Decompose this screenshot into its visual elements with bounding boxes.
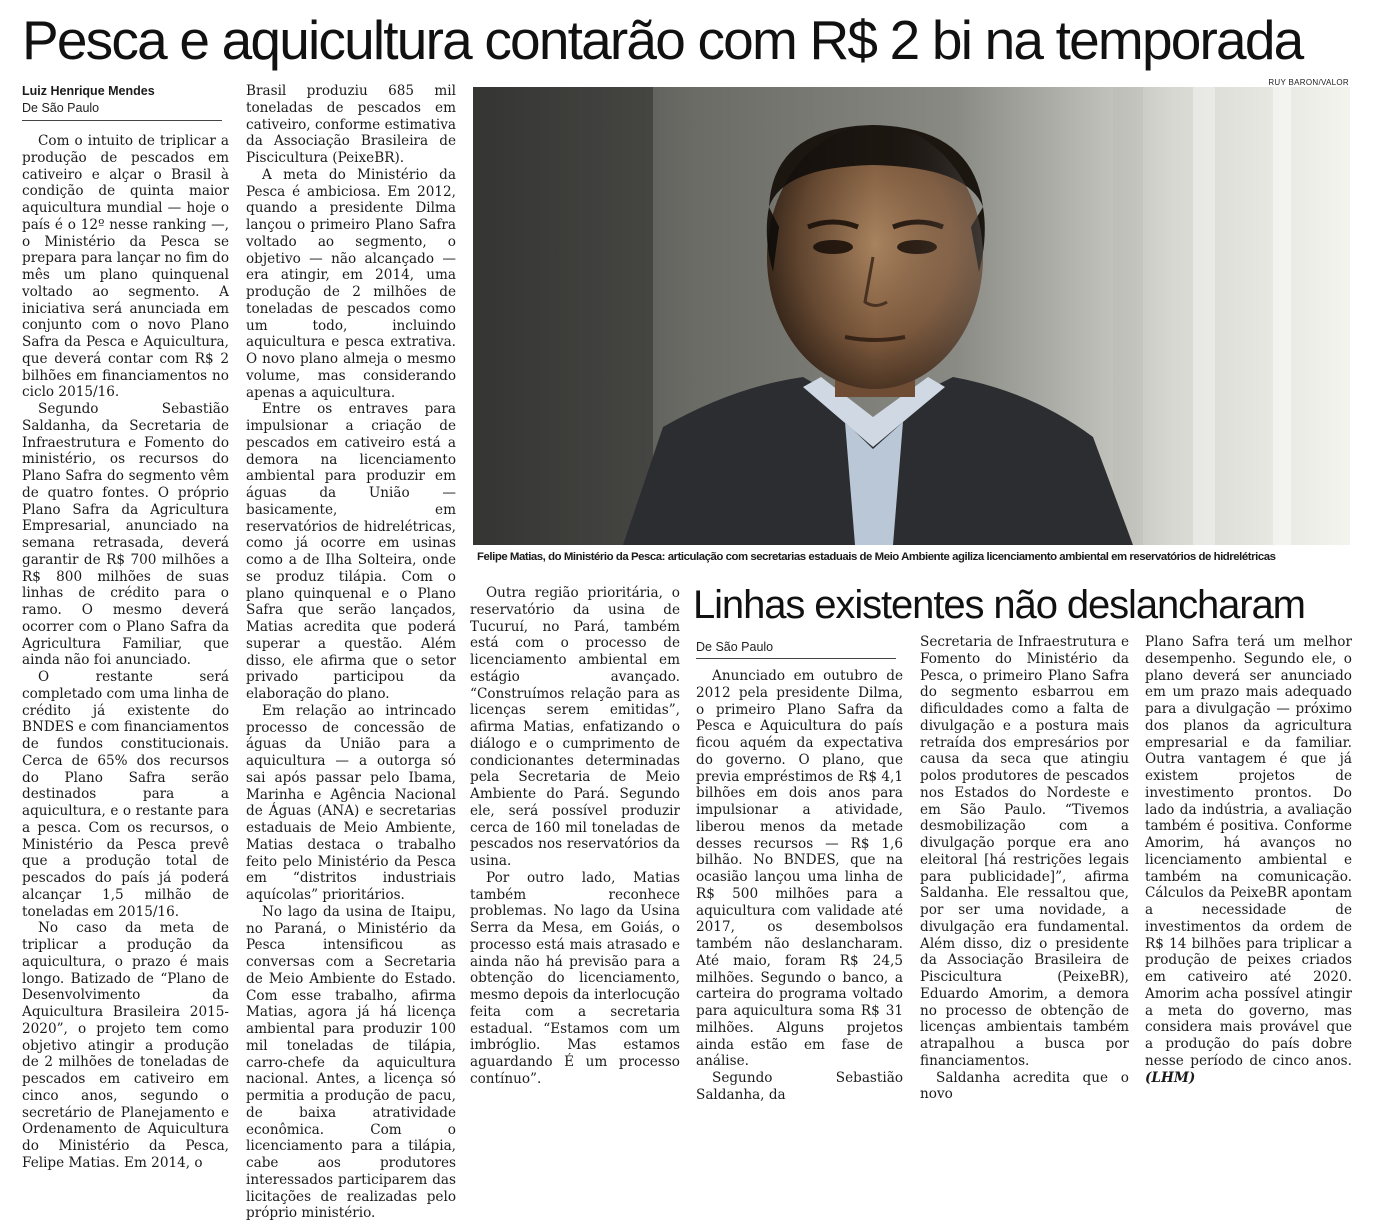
paragraph: A meta do Ministério da Pesca é ambiciosa. Em 2012, quando a presidente Dilma lançou o primeiro Plano Safra voltado ao segmento, o objetivo — não alcançado — era atingir, em 2014, uma produção de 2 milhões de toneladas de pescados como um todo, incluindo aquicultura e pesca extrativa. O novo plano almeja o mesmo volume, mas considerando apenas a aquicultura. (246, 166, 456, 401)
paragraph: Por outro lado, Matias também reconhece problemas. No lago da Usina Serra da Mesa, em Goiás, o processo está mais atrasado e ainda não há previsão para a obtenção do licenciamento, mesmo depois da interlocução feita com a secretaria estadual. “Estamos com um imbróglio. Mas estamos aguardando É um processo contínuo”. (470, 869, 680, 1087)
paragraph: Segundo Sebastião Saldanha, da Secretaria de Infraestrutura e Fomento do ministério, os recursos do Plano Safra do segmento vêm de quatro fontes. O próprio Plano Safra da Agricultura Empresarial, anunciado na semana retrasada, deverá garantir de R$ 700 milhões a R$ 800 milhões de suas linhas de crédito para o ramo. O mesmo deverá ocorrer com o Plano Safra da Agricultura Familiar, que ainda não foi anunciado. (22, 401, 229, 669)
paragraph: Secretaria de Infraestrutura e Fomento do Ministério da Pesca, o primeiro Plano Safra do segmento esbarrou em dificuldades como a falta de divulgação e a postura mais retraída dos empresários por causa da seca que atingiu polos produtores de pescados nos Estados do Nordeste e em São Paulo. “Tivemos desmobilização com a divulgação porque era ano eleitoral [há restrições legais para publicidade]”, afirma Saldanha. Ele ressaltou que, por ser uma novidade, a divulgação era fundamental. Além disso, diz o presidente da Associação Brasileira de Piscicultura (PeixeBR), Eduardo Amorim, a demora no processo de obtenção de licenças ambientais também atrapalhou a busca por financiamentos. (920, 634, 1129, 1069)
paragraph-text: Plano Safra terá um melhor desempenho. Segundo ele, o plano deverá ser anunciado em um prazo mais adequado para a divulgação — próximo dos planos da agricultura empresarial e da familiar. Outra vantagem é que já existem projetos de investimento prontos. Do lado da indústria, a avaliação também é positiva. Conforme Amorim, há avanços no licenciamento ambiental e também na comunicação. Cálculos da PeixeBR apontam a necessidade de investimentos da ordem de R$ 14 bilhões para triplicar a produção de peixes criados em cativeiro até 2020. Amorim acha possível atingir a meta do governo, mas considera mais provável que a produção do país dobre nesse período de cinco anos. (1145, 634, 1352, 1069)
sidebar-source: De São Paulo (696, 640, 774, 654)
paragraph: No lago da usina de Itaipu, no Paraná, o Ministério da Pesca intensificou as conversas com a Secretaria de Meio Ambiente do Estado. Com esse trabalho, afirma Matias, agora já há licença ambiental para produzir 100 mil toneladas de tilápia, carro-chefe da aquicultura nacional. Antes, a licença só permitia a produção de pacu, de baixa atratividade econômica. Com o licenciamento para a tilápia, cabe aos produtores interessados participarem das licitações de realizadas pelo próprio ministério. (246, 903, 456, 1222)
sidebar-byline-rule (696, 658, 896, 659)
paragraph: Em relação ao intrincado processo de concessão de águas da União para a aquicultura — a outorga só sai após passar pelo Ibama, Marinha e Agência Nacional de Águas (ANA) e secretarias estaduais de Meio Ambiente, Matias destaca o trabalho feito pelo Ministério da Pesca em “distritos industriais aquícolas” prioritários. (246, 702, 456, 903)
photo-credit: RUY BARON/VALOR (1268, 78, 1349, 87)
paragraph: Segundo Sebastião Saldanha, da (696, 1070, 903, 1103)
article-column-1 (22, 133, 230, 1171)
portrait-photo (473, 87, 1350, 545)
byline-source: De São Paulo (22, 101, 100, 115)
paragraph: Saldanha acredita que o novo (920, 1069, 1129, 1103)
photo-caption: Felipe Matias, do Ministério da Pesca: articulação com secretarias estaduais de Meio Ambiente agiliza licenciamento ambiental em reservatórios de hidrelétricas (477, 551, 1276, 563)
headline: Pesca e aquicultura contarão com R$ 2 bi na temporada (22, 9, 1303, 71)
article-column-2 (246, 83, 456, 1222)
article-column-3 (470, 585, 680, 1087)
paragraph: Brasil produziu 685 mil toneladas de pescados em cativeiro, conforme estimativa da Associação Brasileira de Piscicultura (PeixeBR). (246, 83, 456, 166)
sidebar-headline: Linhas existentes não deslancharam (693, 583, 1305, 627)
byline-rule (22, 120, 222, 121)
paragraph: No caso da meta de triplicar a produção da aquicultura, o prazo é mais longo. Batizado de “Plano de Desenvolvimento da Aquicultura Brasileira 2015-2020”, o projeto tem como objetivo atingir a produção de 2 milhões de toneladas de pescados em cativeiro em cinco anos, segundo o secretário de Planejamento e Ordenamento de Aquicultura do Ministério da Pesca, Felipe Matias. Em 2014, o (22, 920, 229, 1171)
author-signature: (LHM) (1145, 1069, 1196, 1086)
sidebar-column-3 (1145, 634, 1352, 1086)
byline-author: Luiz Henrique Mendes (22, 84, 155, 98)
paragraph: Outra região prioritária, o reservatório da usina de Tucuruí, no Pará, também está com o processo de licenciamento ambiental em estágio avançado. “Construímos relação para as licenças serem emitidas”, afirma Matias, enfatizando o diálogo e o cumprimento de condicionantes determinadas pela Secretaria de Meio Ambiente do Pará. Segundo ele, será possível produzir cerca de 160 mil toneladas de pescados nos reservatórios da usina. (470, 585, 680, 869)
sidebar-column-1 (696, 668, 903, 1103)
paragraph: Anunciado em outubro de 2012 pela presidente Dilma, o primeiro Plano Safra da Pesca e Aquicultura do país ficou aquém da expectativa do governo. O plano, que previa empréstimos de R$ 4,1 bilhões em dois anos para impulsionar a atividade, liberou menos da metade desses recursos — R$ 1,6 bilhão. No BNDES, que na ocasião lançou uma linha de R$ 500 milhões para a aquicultura com validade até 2017, os desembolsos também não deslancharam. Até maio, foram R$ 24,5 milhões. Segundo o banco, a carteira do programa voltado para aquicultura soma R$ 31 milhões. Alguns projetos ainda estão em fase de análise. (696, 668, 903, 1070)
portrait-illustration (473, 87, 1350, 545)
paragraph: O restante será completado com uma linha de crédito já existente do BNDES e com financiamentos de fundos constitucionais. Cerca de 65% dos recursos do Plano Safra serão destinados para a aquicultura, e o restante para a pesca. Com os recursos, o Ministério da Pesca prevê que a produção total de pescados do país já poderá alcançar 1,5 milhão de toneladas em 2015/16. (22, 669, 230, 920)
paragraph (1145, 634, 1352, 1086)
sidebar-column-2 (920, 634, 1129, 1103)
paragraph: Entre os entraves para impulsionar a criação de pescados em cativeiro está a demora na licenciamento ambiental para produzir em águas da União — basicamente, em reservatórios de hidrelétricas, como já ocorre em usinas como a de Ilha Solteira, onde se produz tilápia. Com o plano quinquenal e o Plano Safra que serão lançados, Matias acredita que poderá superar a questão. Além disso, ele afirma que o setor privado participou da elaboração do plano. (246, 401, 456, 702)
paragraph: Com o intuito de triplicar a produção de pescados em cativeiro e alçar o Brasil à condição de quinta maior aquicultura mundial — hoje o país é o 12º nesse ranking —, o Ministério da Pesca se prepara para lançar no fim do mês um plano quinquenal voltado ao segmento. A iniciativa será anunciada em conjunto com o novo Plano Safra da Pesca e Aquicultura, que deverá contar com R$ 2 bilhões em financiamentos no ciclo 2015/16. (22, 133, 229, 401)
